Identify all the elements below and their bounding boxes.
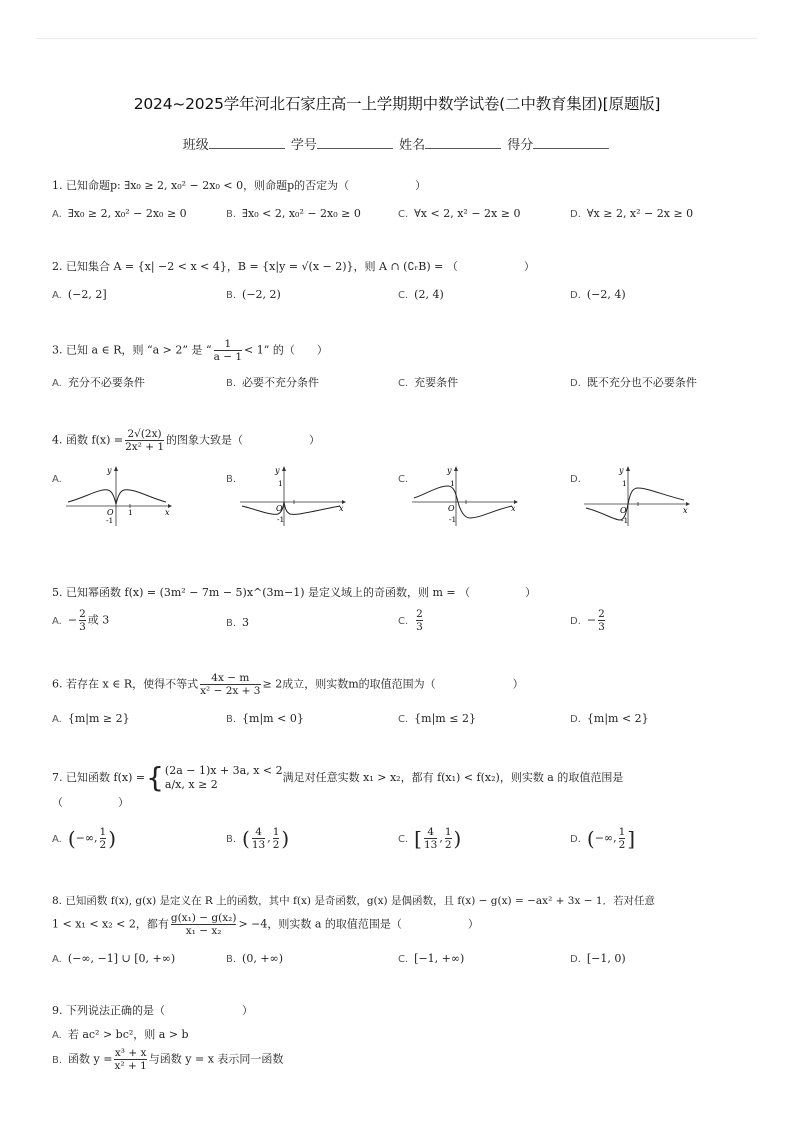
tick-label: -1: [106, 516, 114, 525]
origin-label: O: [107, 508, 114, 517]
option-d[interactable]: D. [−1, 0): [570, 952, 626, 965]
graph-option-b[interactable]: [238, 464, 348, 528]
tick-label: 1: [278, 479, 283, 488]
option-b[interactable]: B.: [226, 474, 237, 485]
question-number: 3.: [52, 343, 63, 357]
option-a[interactable]: A. (−∞, −1] ∪ [0, +∞): [52, 952, 176, 965]
option-c[interactable]: C. [ $\frac{4}{13}$ , $\frac{1}{2}$ ): [398, 826, 462, 851]
tick-label: 1: [450, 479, 455, 488]
piecewise-cases: (2a − 1)x + 3a, x < 2 a/x, x ≥ 2: [164, 764, 283, 791]
fraction: $\frac{\text{g(x₁) − g(x₂)}}{\text{x₁ − x₂}}$: [170, 912, 237, 937]
option-c[interactable]: C. (2, 4): [398, 288, 444, 301]
option-a[interactable]: A. − $\frac{2}{3}$ 或 3: [52, 608, 110, 633]
score-blank[interactable]: [533, 136, 609, 149]
option-b[interactable]: B. 3: [226, 616, 250, 629]
question-8: 8. 已知函数 f(x), g(x) 是定义在 R 上的函数，其中 f(x) 是奇函数，g(x) 是偶函数，且 f(x) − g(x) = −ax² + 3x − 1．若对任意 1 < x₁ < x₂ < 2，都有 $\frac{\text{g(x₁) − g(x₂)}}{\text{x₁ − x₂}}$ > −4，则实数 a 的取值范围是（ ） A. (−∞, −1] ∪ [0, +∞) B. (0, +∞) C. [−1, +∞) D. [−1, 0): [52, 892, 754, 937]
option-b[interactable]: B. (0, +∞): [226, 952, 284, 965]
option-b[interactable]: B. (−2, 2): [226, 288, 281, 301]
question-4: 4. 函数 f(x) = $\frac{2√(2x)}{\text{2x² + 1}}$ 的图象大致是（ ）: [52, 428, 321, 453]
class-label: 班级: [182, 138, 209, 153]
option-c[interactable]: C. 充要条件: [398, 376, 459, 389]
question-number: 9.: [52, 1004, 63, 1017]
graph-option-d[interactable]: [582, 464, 692, 528]
student-id-label: 学号: [290, 138, 317, 153]
x-axis-label: x: [165, 508, 170, 517]
option-a[interactable]: A. ∃x₀ ≥ 2, x₀² − 2x₀ ≥ 0: [52, 207, 187, 220]
origin-label: O: [448, 504, 455, 513]
student-id-blank[interactable]: [317, 136, 393, 149]
graph-option-a[interactable]: [64, 464, 174, 528]
question-number: 6.: [52, 677, 63, 691]
option-c[interactable]: C.: [398, 474, 409, 485]
option-c[interactable]: C. $\frac{2}{3}$: [398, 608, 423, 633]
option-b[interactable]: B. ( $\frac{4}{13}$ , $\frac{1}{2}$ ): [226, 826, 290, 851]
name-blank[interactable]: [425, 136, 501, 149]
question-3: 3. 已知 a ∈ R，则 “a > 2” 是 “ $\frac{1}{a - 1}$ < 1” 的（ ） A. 充分不必要条件 B. 必要不充分条件 C. 充要条件 D. 既不充分也不必要条件: [52, 338, 754, 363]
option-c[interactable]: C. [−1, +∞): [398, 952, 465, 965]
score-label: 得分: [507, 138, 534, 153]
question-number: 8.: [52, 895, 63, 907]
tick-label: 1: [128, 508, 133, 517]
option-d[interactable]: D. {m|m < 2}: [570, 712, 649, 725]
fraction: $\frac{4x - m}{\text{x² − 2x + 3}}$: [200, 672, 261, 697]
y-axis-label: y: [619, 466, 624, 475]
statement-a[interactable]: A. 若 ac² > bc²，则 a > b: [52, 1028, 189, 1041]
question-text: 已知集合 A = {x| −2 < x < 4}，B = {x|y = √(x − 2)}，则 A ∩ (∁ᵣB) = （ ）: [66, 260, 535, 273]
x-axis-label: x: [511, 504, 516, 513]
option-b[interactable]: B. 必要不充分条件: [226, 376, 320, 389]
option-d[interactable]: D. 既不充分也不必要条件: [570, 376, 697, 389]
tick-label: -1: [277, 515, 285, 524]
question-text: 下列说法正确的是（ ）: [66, 1004, 253, 1017]
option-b[interactable]: B. ∃x₀ < 2, x₀² − 2x₀ ≥ 0: [226, 207, 361, 220]
option-d[interactable]: D. ∀x ≥ 2, x² − 2x ≥ 0: [570, 207, 694, 220]
question-text: 已知幂函数 f(x) = (3m² − 7m − 5)x^(3m−1) 是定义域上的奇函数，则 m = （ ）: [66, 586, 537, 599]
option-d[interactable]: D. − $\frac{2}{3}$: [570, 608, 605, 633]
question-number: 2.: [52, 260, 63, 273]
option-a[interactable]: A. (−2, 2]: [52, 288, 107, 301]
question-1: [52, 177, 754, 220]
question-number: 7.: [52, 771, 63, 784]
question-number: 4.: [52, 433, 63, 447]
tick-label: -1: [621, 516, 629, 525]
fraction: $\frac{1}{a - 1}$: [213, 338, 243, 363]
question-7: 7. 已知函数 f(x) = { (2a − 1)x + 3a, x < 2 a/x, x ≥ 2 满足对任意实数 x₁ > x₂，都有 f(x₁) < f(x₂)，则实数 a 的取值范围是 （ ） A. (−∞, $\frac{1}{2}$ ) B. ( $\frac{4}{13}$ , $\frac{1}{2}$ ) C. [ $\frac{4}{13}$ , $\frac{1}{2}$ ) D. (−∞, $\frac{1}{2}$ ]: [52, 764, 754, 812]
question-5: [52, 584, 754, 633]
question-9: [52, 1002, 754, 1072]
option-d[interactable]: D. (−2, 4): [570, 288, 626, 301]
origin-label: O: [620, 506, 627, 515]
class-blank[interactable]: [209, 136, 285, 149]
tick-label: -1: [449, 515, 457, 524]
fraction: $\frac{2√(2x)}{\text{2x² + 1}}$: [125, 428, 165, 453]
option-a[interactable]: A. (−∞, $\frac{1}{2}$ ): [52, 826, 117, 851]
question-2: [52, 258, 754, 301]
graph-option-c[interactable]: [410, 464, 520, 528]
question-6: 6. 若存在 x ∈ R，使得不等式 $\frac{4x - m}{\text{x² − 2x + 3}}$ ≥ 2成立，则实数m的取值范围为（ ） A. {m|m ≥ 2} B. {m|m < 0} C. {m|m ≤ 2} D. {m|m < 2}: [52, 672, 754, 697]
tick-label: 1: [622, 479, 627, 488]
question-text: 已知命题p: ∃x₀ ≥ 2, x₀² − 2x₀ < 0，则命题p的否定为（ ）: [66, 179, 427, 192]
page-title: 2024~2025学年河北石家庄高一上学期期中数学试卷(二中教育集团)[原题版]: [133, 95, 661, 113]
header-divider: [36, 38, 758, 39]
x-axis-label: x: [339, 504, 344, 513]
y-axis-label: y: [275, 466, 280, 475]
origin-label: O: [276, 504, 283, 513]
option-a[interactable]: A.: [52, 474, 62, 485]
option-d[interactable]: D.: [570, 474, 581, 485]
option-b[interactable]: B. {m|m < 0}: [226, 712, 304, 725]
question-number: 5.: [52, 586, 63, 599]
student-info-line: [0, 134, 794, 153]
option-c[interactable]: C. {m|m ≤ 2}: [398, 712, 476, 725]
brace: {: [146, 761, 164, 794]
name-label: 姓名: [399, 138, 426, 153]
answer-paren: （ ）: [52, 796, 129, 809]
statement-b[interactable]: B. 函数 y = $\frac{\text{x³ + x}}{\text{x² + 1}}$ 与函数 y = x 表示同一函数: [52, 1047, 284, 1072]
y-axis-label: y: [107, 466, 112, 475]
option-c[interactable]: C. ∀x < 2, x² − 2x ≥ 0: [398, 207, 521, 220]
option-d[interactable]: D. (−∞, $\frac{1}{2}$ ]: [570, 826, 636, 851]
option-a[interactable]: A. 充分不必要条件: [52, 376, 145, 389]
y-axis-label: y: [447, 466, 452, 475]
option-a[interactable]: A. {m|m ≥ 2}: [52, 712, 130, 725]
x-axis-label: x: [683, 506, 688, 515]
question-text: 已知函数 f(x), g(x) 是定义在 R 上的函数，其中 f(x) 是奇函数，g(x) 是偶函数，且 f(x) − g(x) = −ax² + 3x − 1．若对任意: [65, 895, 656, 907]
question-number: 1.: [52, 179, 63, 192]
